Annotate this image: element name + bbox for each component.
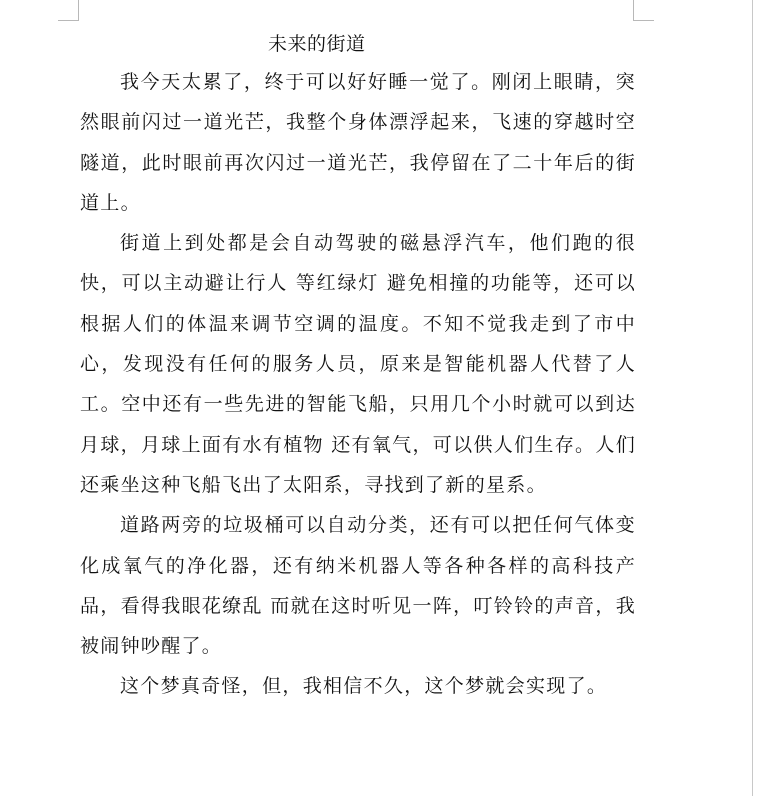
crop-mark-top-left: [58, 20, 79, 21]
document-body[interactable]: [80, 28, 636, 707]
document-title: 未来的街道: [268, 33, 366, 55]
paragraph-3: 道路两旁的垃圾桶可以自动分类，还有可以把任何气体变化成氧气的净化器，还有纳米机器人等各种各样的高科技产品，看得我眼花缭乱 而就在这时听见一阵，叮铃铃的声音，我被闹钟吵醒了。: [80, 514, 636, 658]
paragraph-2: 街道上到处都是会自动驾驶的磁悬浮汽车，他们跑的很快，可以主动避让行人 等红绿灯 避免相撞的功能等，还可以根据人们的体温来调节空调的温度。不知不觉我走到了市中心，发现没有任何的服务人员，原来是智能机器人代替了人工。空中还有一些先进的智能飞船，只用几个小时就可以到达月球，月球上面有水有植物 还有氧气，可以供人们生存。人们还乘坐这种飞船飞出了太阳系，寻找到了新的星系。: [80, 232, 636, 496]
paragraph-1: 我今天太累了，终于可以好好睡一觉了。刚闭上眼睛，突然眼前闪过一道光芒，我整个身体漂浮起来，飞速的穿越时空隧道，此时眼前再次闪过一道光芒，我停留在了二十年后的街道上。: [80, 71, 636, 214]
page-edge: [752, 0, 753, 796]
crop-mark-top-right: [633, 20, 654, 21]
crop-mark-top-right: [633, 0, 634, 20]
paragraph-4: 这个梦真奇怪，但，我相信不久，这个梦就会实现了。: [120, 675, 608, 698]
crop-mark-top-left: [78, 0, 79, 20]
